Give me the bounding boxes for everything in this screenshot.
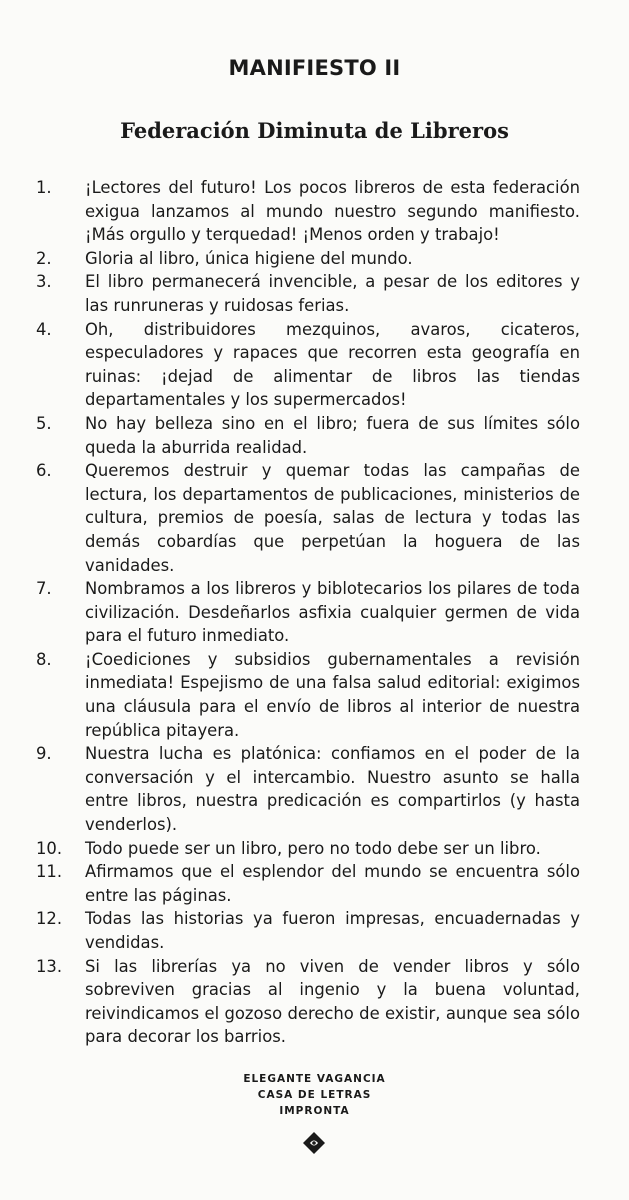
item-text: Queremos destruir y quemar todas las campañas de lectura, los departamentos de publicaciones, ministerios de cultura, premios de poesía, salas de lectura y todas las demás cobardías que perpetúan la hoguera de las vanidades. xyxy=(85,461,580,575)
item-number: 1. xyxy=(36,178,52,197)
list-item xyxy=(36,270,580,317)
item-number: 12. xyxy=(36,909,63,929)
manifesto-list xyxy=(36,176,580,1049)
list-item xyxy=(36,176,580,247)
item-number: 9. xyxy=(36,744,52,764)
list-item xyxy=(36,837,580,861)
item-number: 8. xyxy=(36,649,52,669)
publisher-line: CASA DE LETRAS xyxy=(257,1089,372,1101)
item-text: No hay belleza sino en el libro; fuera de sus límites sólo queda la aburrida realidad. xyxy=(85,413,580,457)
item-text: Nuestra lucha es platónica: confiamos en el poder de la conversación y el intercambio. Nuestro asunto se halla entre libros, nuestra predicación es compartirlos (y hasta venderlos). xyxy=(85,744,580,835)
list-item xyxy=(36,247,580,271)
item-text: Todo puede ser un libro, pero no todo debe ser un libro. xyxy=(85,838,541,858)
item-number: 4. xyxy=(36,319,52,339)
item-text: El libro permanecerá invencible, a pesar de los editores y las runruneras y ruidosas ferias. xyxy=(85,272,580,315)
page-title: MANIFIESTO II xyxy=(228,56,401,80)
item-number: 7. xyxy=(36,579,52,599)
item-text: Si las librerías ya no viven de vender libros y sólo sobreviven gracias al ingenio y la buena voluntad, reivindicamos el gozoso derecho de existir, aunque sea sólo para decorar los barrios. xyxy=(85,956,580,1047)
publisher-line: ELEGANTE VAGANCIA xyxy=(243,1073,386,1085)
list-item xyxy=(36,412,580,459)
item-text: Oh, distribuidores mezquinos, avaros, cicateros, especuladores y rapaces que recorren esta geografía en ruinas: ¡dejad de alimentar de libros las tiendas departamentales y los supermercados! xyxy=(85,319,580,410)
item-text: Gloria al libro, única higiene del mundo. xyxy=(85,248,413,268)
item-number: 10. xyxy=(36,838,63,858)
list-item xyxy=(36,742,580,836)
item-number: 3. xyxy=(36,272,52,292)
item-number: 5. xyxy=(36,413,52,433)
item-text: Nombramos a los libreros y biblotecarios los pilares de toda civilización. Desdeñarlos asfixia cualquier germen de vida para el futuro inmediato. xyxy=(85,579,580,646)
publisher-line: IMPRONTA xyxy=(279,1105,350,1117)
item-number: 13. xyxy=(36,956,63,976)
page-subtitle: Federación Diminuta de Libreros xyxy=(120,118,509,143)
list-item xyxy=(36,955,580,1049)
item-text: Todas las historias ya fueron impresas, encuadernadas y vendidas. xyxy=(85,909,580,952)
item-number: 11. xyxy=(36,862,63,882)
item-text: ¡Coediciones y subsidios gubernamentales a revisión inmediata! Espejismo de una falsa salud editorial: exigimos una cláusula para el envío de libros al interior de nuestra república pitayera. xyxy=(85,649,580,740)
publisher-imprint xyxy=(0,1071,629,1119)
list-item xyxy=(36,577,580,648)
item-text: Afirmamos que el esplendor del mundo se encuentra sólo entre las páginas. xyxy=(85,862,580,905)
item-number: 6. xyxy=(36,461,52,481)
item-text: ¡Lectores del futuro! Los pocos libreros de esta federación exigua lanzamos al mundo nuestro segundo manifiesto. ¡Más orgullo y terquedad! ¡Menos orden y trabajo! xyxy=(85,178,580,245)
list-item xyxy=(36,318,580,412)
list-item xyxy=(36,459,580,577)
list-item xyxy=(36,860,580,907)
item-number: 2. xyxy=(36,248,52,268)
list-item xyxy=(36,648,580,742)
diamond-fleuron-icon xyxy=(302,1131,326,1155)
list-item xyxy=(36,907,580,954)
